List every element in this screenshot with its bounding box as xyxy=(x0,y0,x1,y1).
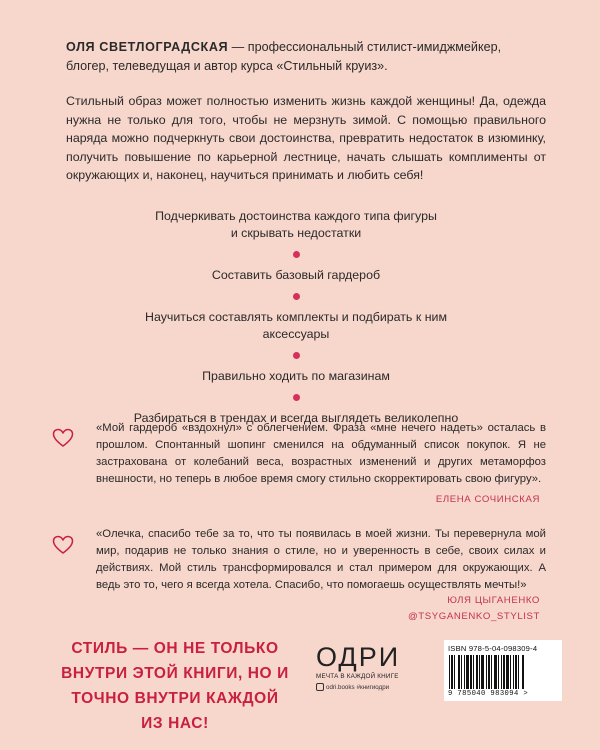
author-name: ОЛЯ СВЕТЛОГРАДСКАЯ xyxy=(66,40,229,54)
goal-item xyxy=(120,267,472,284)
review-text: «Олечка, спасибо тебе за то, что ты появилась в моей жизни. Ты перевернула мой мир, подарив не только знания о стиле, но и уверенность в себе, своих силах и действиях. Мой стиль трансформировался и стал примером для окружающих. А ведь это то, чего я всегда хотела. Спасибо, что помогаешь осуществлять мечты!» xyxy=(96,528,546,591)
barcode-bar xyxy=(479,655,480,689)
goal-item xyxy=(120,208,472,242)
barcode-icon xyxy=(448,655,550,689)
instagram-icon xyxy=(316,683,324,691)
goal-line: Подчеркивать достоинства каждого типа фигуры xyxy=(155,209,437,223)
barcode-bar xyxy=(522,655,524,689)
review-signature xyxy=(408,593,540,625)
isbn-label: ISBN 978-5-04-098309-4 xyxy=(448,644,538,653)
heart-icon xyxy=(52,535,74,555)
publisher-links xyxy=(316,683,408,691)
intro-paragraph: Стильный образ может полностью изменить жизнь каждой женщины! Да, одежда нужна не только для того, чтобы не мерзнуть зимой. С помощью правильного наряда можно подчеркнуть свои достоинства, превратить недостаток в изюминку, получить повышение по карьерной лестнице, начать слышать комплименты от окружающих и, наконец, научиться принимать и любить себя! xyxy=(66,94,546,182)
barcode-bar xyxy=(449,655,450,689)
barcode-bar xyxy=(454,655,455,689)
barcode-bar xyxy=(498,655,499,689)
barcode-bar xyxy=(451,655,453,689)
review-author: ЮЛЯ ЦЫГАНЕНКО xyxy=(447,595,540,606)
review-text: «Мой гардероб «вздохнул» с облегчением. Фраза «мне нечего надеть» осталась в прошлом. Спонтанный шопинг сменился на обдуманный список покупок. Я не застрахована от колебаний веса, возрастных изменений и других метаморфоз внешности, но теперь в любое время смогу стильно скорректировать свою фигуру». xyxy=(96,422,546,485)
barcode-bar xyxy=(466,655,469,689)
goal-line: Составить базовый гардероб xyxy=(211,268,381,282)
goal-item xyxy=(120,368,472,385)
barcode-bar xyxy=(458,655,460,689)
barcode-bar xyxy=(513,655,514,689)
review-handle: @TSYGANENKO_STYLIST xyxy=(407,611,540,622)
barcode-bar xyxy=(476,655,478,689)
isbn-barcode-block xyxy=(444,640,562,701)
publisher-logo: ОДРИ xyxy=(316,642,401,672)
barcode-bar xyxy=(501,655,502,689)
publisher-hashtag: #книгиодри xyxy=(356,683,390,691)
barcode-bar xyxy=(491,655,492,689)
isbn-digits: 9 785040 983094 > xyxy=(448,690,529,698)
barcode-bar xyxy=(481,655,484,689)
slogan: СТИЛЬ — ОН НЕ ТОЛЬКО ВНУТРИ ЭТОЙ КНИГИ, НО И ТОЧНО ВНУТРИ КАЖДОЙ ИЗ НАС! xyxy=(61,640,289,732)
publisher-site: odri.books xyxy=(326,683,355,691)
goal-line: Разбираться в трендах и всегда выглядеть великолепно xyxy=(133,411,459,425)
barcode-bar xyxy=(494,655,497,689)
barcode-bar xyxy=(510,655,511,689)
bullet-dot xyxy=(293,352,300,359)
review-author: ЕЛЕНА СОЧИНСКАЯ xyxy=(435,494,540,505)
bullet-dot xyxy=(293,251,300,258)
barcode-bar xyxy=(461,655,462,689)
review-signature xyxy=(436,492,540,508)
barcode-bar xyxy=(488,655,490,689)
author-bio xyxy=(66,38,546,75)
bullet-dot xyxy=(293,394,300,401)
barcode-bar xyxy=(506,655,509,689)
heart-icon xyxy=(52,428,74,448)
barcode-bar xyxy=(515,655,517,689)
goals-list xyxy=(120,208,472,427)
goal-line: Правильно ходить по магазинам xyxy=(202,369,390,383)
goal-item xyxy=(120,309,472,343)
goal-line: и скрывать недостатки xyxy=(230,226,362,240)
barcode-bar xyxy=(518,655,519,689)
barcode-bar xyxy=(486,655,487,689)
barcode-bar xyxy=(473,655,474,689)
publisher-logo-block xyxy=(316,643,408,691)
publisher-tagline: МЕЧТА В КАЖДОЙ КНИГЕ xyxy=(316,673,399,680)
barcode-bar xyxy=(464,655,465,689)
bullet-dot xyxy=(293,293,300,300)
author-description: — профессиональный стилист-имиджмейкер, блогер, телеведущая и автор курса «Стильный круиз». xyxy=(66,40,502,73)
barcode-bar xyxy=(503,655,505,689)
barcode-bar xyxy=(470,655,472,689)
goal-line: Научиться составлять комплекты и подбирать к ним аксессуары xyxy=(145,310,447,341)
